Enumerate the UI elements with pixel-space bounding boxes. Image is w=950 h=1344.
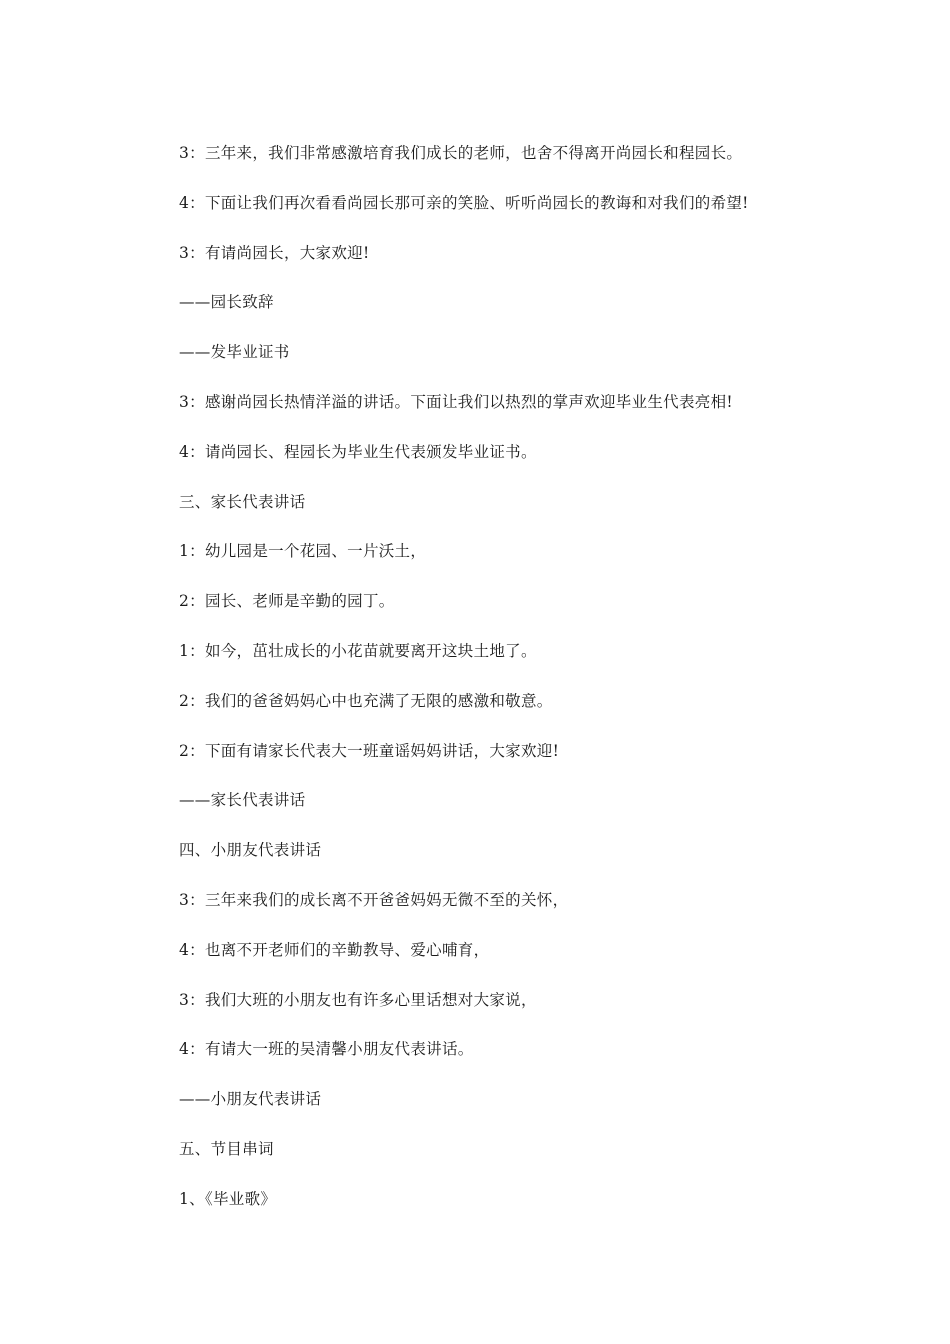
program-item: 1、《毕业歌》 xyxy=(179,1189,277,1208)
script-line: 4：请尚园长、程园长为毕业生代表颁发毕业证书。 xyxy=(179,442,537,461)
script-line: 2：下面有请家长代表大一班童谣妈妈讲话，大家欢迎! xyxy=(179,741,560,760)
script-line: 2：园长、老师是辛勤的园丁。 xyxy=(179,592,395,611)
script-line: 3：我们大班的小朋友也有许多心里话想对大家说， xyxy=(179,990,537,1009)
stage-direction: ——园长致辞 xyxy=(179,293,274,312)
document-body xyxy=(179,139,879,1235)
script-line: 4：也离不开老师们的辛勤教导、爱心哺育， xyxy=(179,940,490,959)
script-line: 3：三年来，我们非常感激培育我们成长的老师，也舍不得离开尚园长和程园长。 xyxy=(179,144,743,162)
section-heading: 三、家长代表讲话 xyxy=(179,492,306,511)
stage-direction: ——小朋友代表讲话 xyxy=(179,1090,322,1109)
script-line: 3：有请尚园长，大家欢迎! xyxy=(179,243,370,262)
script-line: 4：下面让我们再次看看尚园长那可亲的笑脸、听听尚园长的教诲和对我们的希望! xyxy=(179,193,749,212)
stage-direction: ——家长代表讲话 xyxy=(179,791,306,810)
section-heading: 四、小朋友代表讲话 xyxy=(179,841,322,860)
script-line: 2：我们的爸爸妈妈心中也充满了无限的感激和敬意。 xyxy=(179,691,553,710)
script-line: 1：如今，茁壮成长的小花苗就要离开这块土地了。 xyxy=(179,641,537,660)
script-line: 4：有请大一班的吴清馨小朋友代表讲话。 xyxy=(179,1040,474,1059)
section-heading: 五、节目串词 xyxy=(179,1139,274,1158)
script-line: 3：感谢尚园长热情洋溢的讲话。下面让我们以热烈的掌声欢迎毕业生代表亮相! xyxy=(179,392,733,411)
stage-direction: ——发毕业证书 xyxy=(179,343,290,362)
script-line: 3：三年来我们的成长离不开爸爸妈妈无微不至的关怀， xyxy=(179,890,569,909)
script-line: 1：幼儿园是一个花园、一片沃土， xyxy=(179,542,427,561)
